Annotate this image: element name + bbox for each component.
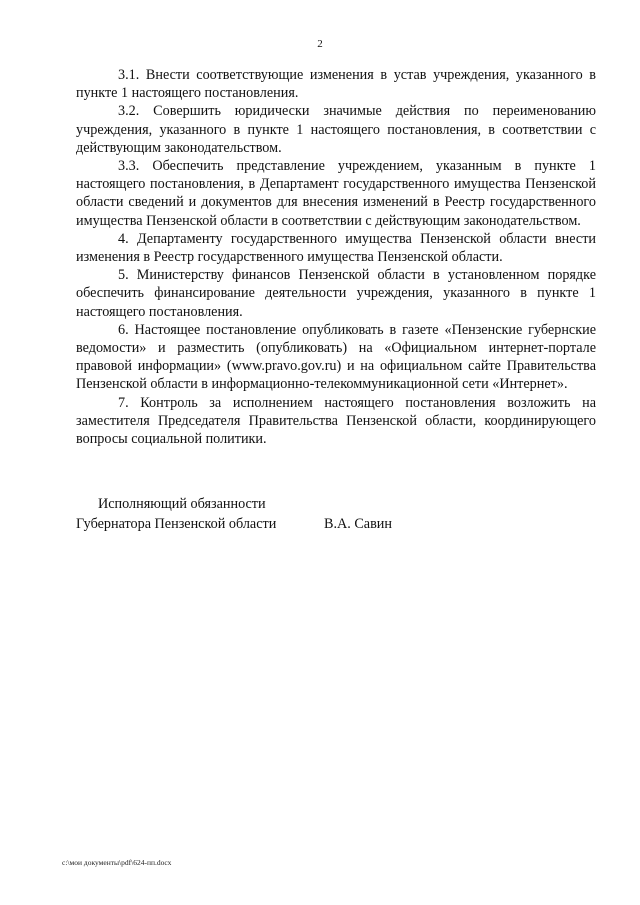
signature-title-line1: Исполняющий обязанности	[98, 496, 266, 512]
signature-block	[76, 494, 496, 534]
paragraph-5: 5. Министерству финансов Пензенской области в установленном порядке обеспечить финансирование деятельности учреждения, указанного в пункте 1 настоящего постановления.	[76, 267, 596, 320]
footer-file-path: c:\мои документы\pdf\624-пп.docx	[62, 858, 172, 867]
document-body	[76, 66, 596, 448]
signature-row	[76, 514, 496, 534]
signature-title-line2: Губернатора Пензенской области	[76, 516, 277, 532]
signatory-name: В.А. Савин	[324, 516, 392, 532]
paragraph-3-1: 3.1. Внести соответствующие изменения в устав учреждения, указанного в пункте 1 настоящего постановления.	[76, 67, 596, 102]
paragraph-6: 6. Настоящее постановление опубликовать в газете «Пензенские губернские ведомости» и разместить (опубликовать) на «Официальном интернет-портале правовой информации» (www.pravo.gov.ru) и на официальном сайте Правительства Пензенской области в информационно-телекоммуникационной сети «Интернет».	[76, 321, 596, 393]
page-number: 2	[317, 38, 323, 50]
paragraph-3-2: 3.2. Совершить юридически значимые действия по переименованию учреждения, указанного в пункте 1 настоящего постановления, в соответствии с действующим законодательством.	[76, 103, 596, 156]
paragraph-4: 4. Департаменту государственного имущества Пензенской области внести изменения в Реестр государственного имущества Пензенской области.	[76, 230, 596, 266]
paragraph-3-3: 3.3. Обеспечить представление учреждением, указанным в пункте 1 настоящего постановления, в Департамент государственного имущества Пензенской области сведений и документов для внесения изменений в Реестр государственного имущества Пензенской области в соответствии с действующим законодательством.	[76, 158, 596, 229]
paragraph-7: 7. Контроль за исполнением настоящего постановления возложить на заместителя Председателя Правительства Пензенской области, координирующего вопросы социальной политики.	[76, 394, 596, 448]
